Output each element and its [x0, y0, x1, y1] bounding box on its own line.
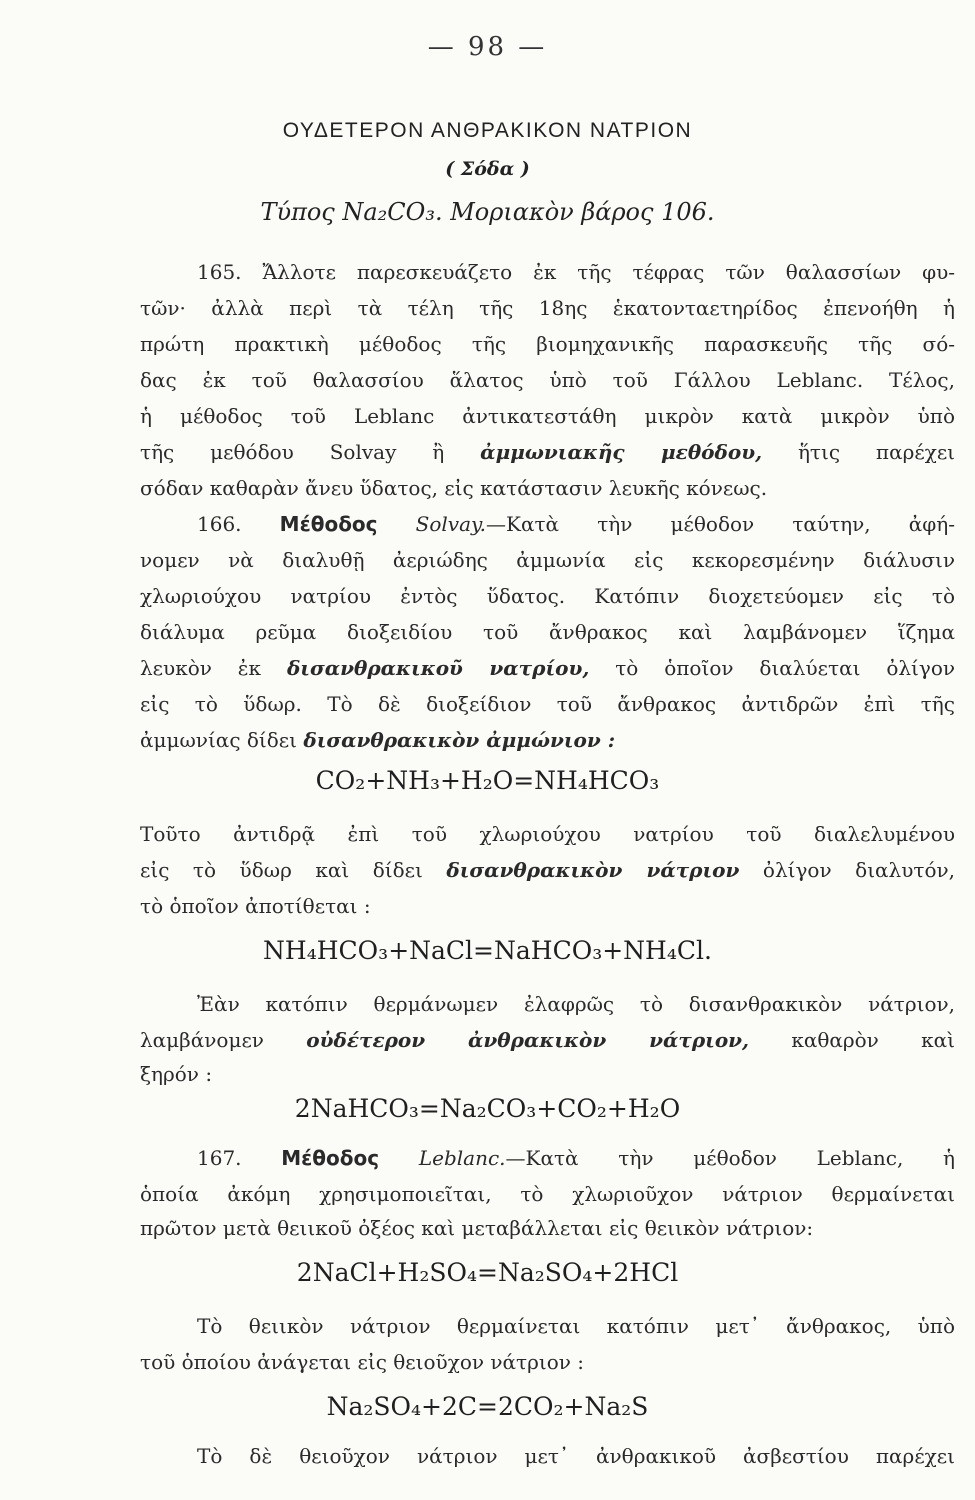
text-fragment: λαμβάνομεν — [140, 1028, 264, 1052]
text-fragment: τὸ ὁποῖον διαλύεται ὀλίγον — [615, 656, 955, 680]
text-fragment: —Κατὰ τὴν μέθοδον Leblanc, ἡ — [505, 1146, 955, 1170]
text-line: Τὸ δὲ θειοῦχον νάτριον μετ᾽ ἀνθρακικοῦ ἀσβεστίου παρέχει — [197, 1444, 955, 1468]
emphasis-neutral-sodium-carbonate: οὐδέτερον ἀνθρακικὸν νάτριον, — [306, 1028, 750, 1052]
text-fragment: ἥτις παρέχει — [797, 440, 955, 464]
text-line: ἡ μέθοδος τοῦ Leblanc ἀντικατεστάθη μικρὸν κατὰ μικρὸν ὑπὸ — [140, 404, 955, 428]
text-fragment: ὀλίγον διαλυτόν, — [762, 858, 955, 882]
text-line: πρῶτον μετὰ θειικοῦ ὀξέος καὶ μεταβάλλεται εἰς θειικὸν νάτριον: — [140, 1216, 814, 1240]
chemical-equation: Na₂SO₄+2C=2CO₂+Na₂S — [326, 1392, 649, 1421]
text-line: πρώτη πρακτικὴ μέθοδος τῆς βιομηχανικῆς παρασκευῆς τῆς σό- — [140, 332, 955, 356]
text-fragment: καθαρὸν καὶ — [791, 1028, 955, 1052]
paragraph-number: 167. — [197, 1146, 242, 1170]
text-line: εἰς τὸ ὕδωρ. Τὸ δὲ διοξείδιον τοῦ ἄνθρακος ἀντιδρῶν ἐπὶ τῆς — [140, 692, 955, 716]
chemical-equation: 2NaCl+H₂SO₄=Na₂SO₄+2HCl — [296, 1258, 679, 1287]
text-line: τὸ ὁποῖον ἀποτίθεται : — [140, 894, 371, 918]
emphasis-sodium-bicarbonate: δισανθρακικὸν νάτριον — [446, 858, 740, 882]
text-line: νομεν νὰ διαλυθῇ ἀεριώδης ἀμμωνία εἰς κεκορεσμένην διάλυσιν — [140, 548, 955, 572]
method-name: Solvay. — [415, 512, 487, 536]
section-title: ΟΥΔΕΤΕΡΟΝ ΑΝΘΡΑΚΙΚΟΝ ΝΑΤΡΙΟΝ — [282, 119, 693, 142]
emphasis-ammonia-method: ἀμμωνιακῆς μεθόδου, — [480, 440, 763, 464]
text-line: τῶν· ἀλλὰ περὶ τὰ τέλη τῆς 18ης ἑκατονταετηρίδος ἐπενοήθη ἡ — [140, 296, 955, 320]
text-line: χλωριούχου νατρίου ἐντὸς ὕδατος. Κατόπιν διοχετεύομεν εἰς τὸ — [140, 584, 955, 608]
text-line: Τὸ θειικὸν νάτριον θερμαίνεται κατόπιν μετ᾽ ἄνθρακος, ὑπὸ — [197, 1314, 955, 1338]
text-line — [140, 508, 955, 540]
chemical-equation: 2NaHCO₃=Na₂CO₃+CO₂+H₂O — [294, 1094, 681, 1123]
page-number: — 98 — — [427, 32, 548, 62]
text-line: διάλυμα ρεῦμα διοξειδίου τοῦ ἄνθρακος καὶ λαμβάνομεν ἵζημα — [140, 620, 955, 644]
method-heading: Μέθοδος — [281, 1146, 380, 1170]
emphasis-sodium-bicarbonate: δισανθρακικοῦ νατρίου, — [286, 656, 590, 680]
text-fragment: τῆς μεθόδου Solvay ἢ — [140, 440, 445, 464]
text-line: Ἐὰν κατόπιν θερμάνωμεν ἐλαφρῶς τὸ δισανθρακικὸν νάτριον, — [197, 992, 955, 1016]
emphasis-ammonium-bicarbonate: δισανθρακικὸν ἀμμώνιον : — [303, 728, 616, 752]
text-line: δας ἐκ τοῦ θαλασσίου ἅλατος ὑπὸ τοῦ Γάλλου Leblanc. Τέλος, — [140, 368, 955, 392]
paragraph-number: 166. — [197, 512, 242, 536]
text-line — [140, 1024, 955, 1056]
formula-weight-line: Τύπος Na₂CO₃. Μοριακὸν βάρος 106. — [260, 198, 715, 226]
text-fragment: εἰς τὸ ὕδωρ καὶ δίδει — [140, 858, 423, 882]
text-line — [140, 854, 955, 886]
section-subtitle: ( Σόδα ) — [445, 158, 530, 180]
text-line: τοῦ ὁποίου ἀνάγεται εἰς θειοῦχον νάτριον : — [140, 1350, 585, 1374]
chemical-equation: CO₂+NH₃+H₂O=NH₄HCO₃ — [315, 766, 660, 795]
text-line: Τοῦτο ἀντιδρᾷ ἐπὶ τοῦ χλωριούχου νατρίου τοῦ διαλελυμένου — [140, 822, 955, 846]
text-line: σόδαν καθαρὰν ἄνευ ὕδατος, εἰς κατάστασιν λευκῆς κόνεως. — [140, 476, 768, 500]
text-line: ὁποία ἀκόμη χρησιμοποιεῖται, τὸ χλωριοῦχον νάτριον θερμαίνεται — [140, 1182, 955, 1206]
method-heading: Μέθοδος — [279, 512, 378, 536]
chemical-equation: NH₄HCO₃+NaCl=NaHCO₃+NH₄Cl. — [263, 936, 712, 965]
text-fragment: —Κατὰ τὴν μέθοδον ταύτην, ἀφή- — [486, 512, 955, 536]
text-fragment: ἀμμωνίας δίδει — [140, 728, 298, 752]
text-line — [140, 1142, 955, 1174]
text-line: 165. Ἄλλοτε παρεσκευάζετο ἐκ τῆς τέφρας τῶν θαλασσίων φυ- — [197, 260, 955, 284]
method-name: Leblanc. — [418, 1146, 506, 1170]
text-line — [140, 436, 955, 468]
text-fragment: λευκὸν ἐκ — [140, 656, 262, 680]
text-line: ξηρόν : — [140, 1062, 213, 1086]
text-line — [140, 724, 955, 756]
text-line — [140, 652, 955, 684]
